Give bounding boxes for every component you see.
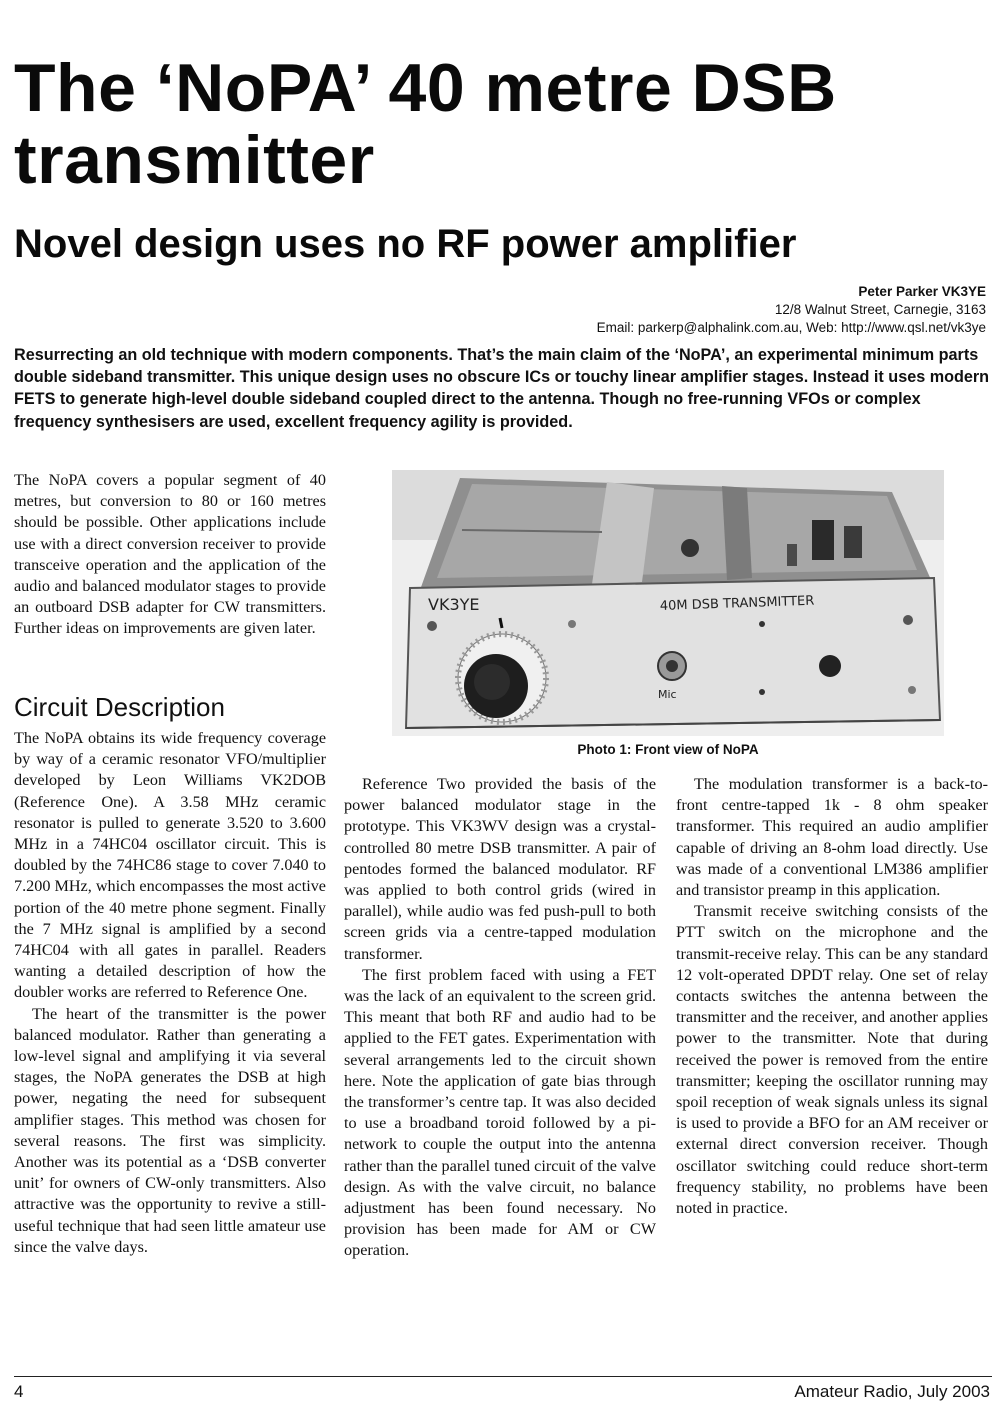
body-paragraph: Reference Two provided the basis of the power balanced modulator stage in the prototype. This VK3WV design was a crystal-controlled 80 metre DSB transmitter. A pair of pentodes formed the balanced modulator. RF was applied to both control grids (wired in parallel), while audio was fed push-pull to both screen grids via a centre-tapped modulation transformer. [344, 775, 656, 963]
author-name: Peter Parker VK3YE [858, 284, 986, 299]
body-paragraph: The first problem faced with using a FET was the lack of an equivalent to the screen grid. This meant that both RF and audio had to be applied to the FET gates. Experimentation with several arrangements led to the circuit shown here. Note the application of gate bias through the transformer’s centre tap. It was also decided to use a broadband toroid followed by a pi-network to couple the output into the antenna rather than the parallel tuned circuit of the valve design. As with the valve circuit, no balance adjustment has been found necessary. No provision has been made for AM or CW operation. [344, 965, 656, 1260]
photo-caption: Photo 1: Front view of NoPA [577, 742, 759, 757]
intro-column [14, 470, 326, 640]
body-paragraph: The heart of the transmitter is the power balanced modulator. Rather than generating a low-level signal and amplifying it via several stages, the NoPA generates the DSB at high power, negating the need for subsequent amplifier stages. This method was chosen for several reasons. The first was simplicity. Another was its potential as a ‘DSB converter unit’ for owners of CW-only transmitters. Also attractive was the opportunity to revive a still-useful technique that had seen little amateur use since the valve days. [14, 1004, 326, 1256]
panel-label-mic: Mic [658, 688, 677, 701]
body-column-middle [344, 774, 656, 1262]
page-number: 4 [14, 1382, 24, 1401]
body-column-left [14, 728, 326, 1258]
body-column-right [676, 774, 988, 1219]
author-block [286, 283, 986, 337]
article-subtitle: Novel design uses no RF power amplifier [14, 222, 797, 266]
author-address: 12/8 Walnut Street, Carnegie, 3163 [774, 302, 986, 317]
panel-label-callsign: VK3YE [428, 595, 480, 614]
body-paragraph: The modulation transformer is a back-to-front centre-tapped 1k - 8 ohm speaker transformer. This required an audio amplifier capable of driving an 8-ohm load directly. Use was made of a conventional LM386 amplifier and transistor preamp in this application. [676, 775, 988, 900]
lead-paragraph: Resurrecting an old technique with modern components. That’s the main claim of the ‘NoPA’, an experimental minimum parts double sideband transmitter. This unique design uses no obscure ICs or touchy linear amplifier stages. Instead it uses modern FETS to generate high-level double sideband coupled direct to the antenna. Though no free-running VFOs or complex frequency synthesisers are used, excellent frequency agility is provided. [14, 346, 990, 431]
section-heading: Circuit Description [14, 692, 225, 722]
photo-front-view [392, 470, 944, 736]
article-title: The ‘NoPA’ 40 metre DSB transmitter [14, 50, 837, 198]
panel-label-title: 40M DSB TRANSMITTER [659, 593, 815, 614]
publication-footer: Amateur Radio, July 2003 [794, 1382, 990, 1401]
intro-paragraph: The NoPA covers a popular segment of 40 metres, but conversion to 80 or 160 metres should be possible. Other applications include use with a direct conversion receiver to provide transceive operation and the application of the audio and balanced modulator stages to provide an outboard DSB adapter for CW transmitters. Further ideas on improvements are given later. [14, 471, 326, 638]
transmitter-photo-image [392, 470, 944, 736]
body-paragraph: Transmit receive switching consists of the PTT switch on the microphone and the transmit-receive relay. This can be any standard 12 volt-operated DPDT relay. One set of relay contacts switches the antenna between the transmitter and the receiver, and another applies power to the transmitter. Note that during received the power is removed from the entire transmitter; keeping the oscillator running may spoil reception of weak signals unless its signal is used to provide a BFO for an AM receiver or external direct conversion receiver. Though oscillator switching could reduce short-term frequency stability, no problems have been noted in practice. [676, 902, 988, 1218]
body-paragraph: The NoPA obtains its wide frequency coverage by way of a ceramic resonator VFO/multiplier developed by Leon Williams VK2DOB (Reference One). A 3.58 MHz ceramic resonator is pulled to generate 3.520 to 3.600 MHz in a 74HC04 oscillator circuit. This is doubled by the 74HC86 stage to cover 7.040 to 7.200 MHz, which encompasses the most active portion of the 40 metre phone segment. Finally the 7 MHz signal is amplified by a second 74HC04 with all gates in parallel. Readers wanting a detailed description of how the doubler works are referred to Reference One. [14, 729, 326, 1002]
footer-rule [14, 1376, 992, 1377]
author-contact: Email: parkerp@alphalink.com.au, Web: http://www.qsl.net/vk3ye [596, 320, 986, 335]
